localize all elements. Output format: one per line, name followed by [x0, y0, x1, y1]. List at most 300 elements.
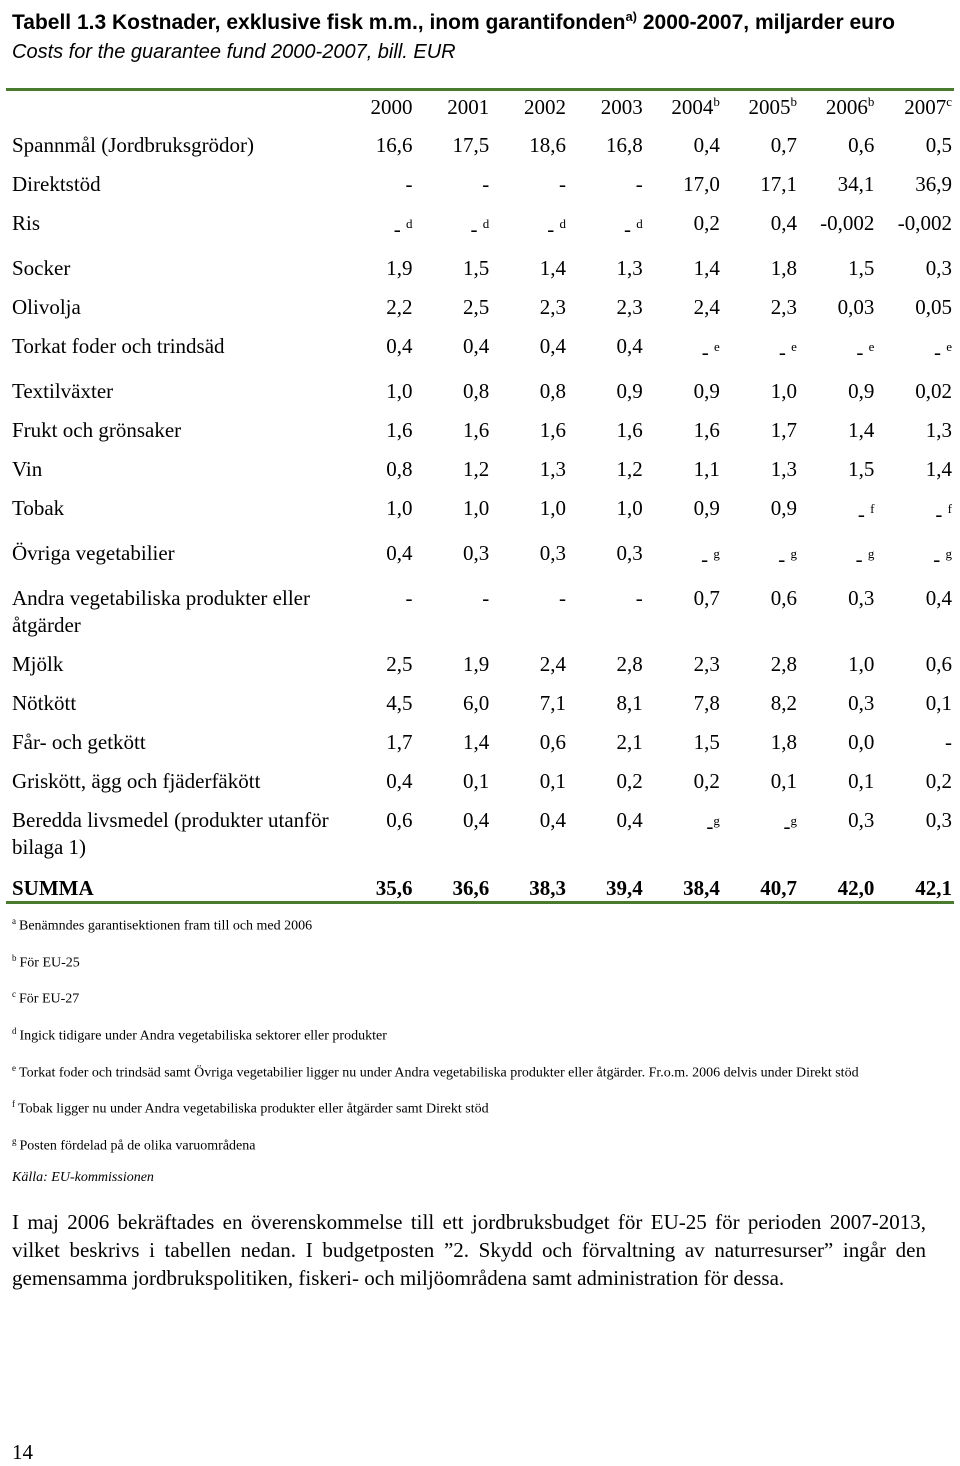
- value-cell: [720, 645, 797, 684]
- value-cell: [643, 489, 720, 534]
- value-cell: [643, 372, 720, 411]
- cell-value: 0,4: [616, 334, 643, 358]
- row-label: Ris: [12, 211, 41, 235]
- value-cell: [413, 762, 490, 801]
- cell-value: 1,6: [693, 418, 720, 442]
- value-cell: [566, 762, 643, 801]
- value-cell: [413, 645, 490, 684]
- cell-value: 0,8: [463, 379, 490, 403]
- cell-value: 0,3: [848, 586, 875, 610]
- year-footnote-marker: c: [946, 94, 952, 109]
- value-cell: [566, 645, 643, 684]
- year-footnote-marker: b: [713, 94, 720, 109]
- cell-value: -: [933, 340, 947, 364]
- cell-value: 0,02: [915, 379, 952, 403]
- footnote: [12, 1022, 952, 1046]
- value-cell: [720, 489, 797, 534]
- cell-value: -: [470, 217, 483, 241]
- row-label: Griskött, ägg och fjäderfäkött: [12, 769, 261, 793]
- value-cell: [720, 723, 797, 762]
- cell-value: 7,1: [539, 691, 566, 715]
- value-cell: [413, 579, 490, 645]
- cell-footnote-marker: f: [870, 501, 875, 516]
- cell-value: 1,8: [770, 256, 797, 280]
- value-cell: [489, 411, 566, 450]
- cell-value: -: [482, 172, 490, 196]
- value-cell: [413, 372, 490, 411]
- value-cell: [643, 411, 720, 450]
- cell-value: -: [393, 217, 407, 241]
- value-cell: [797, 165, 874, 204]
- value-cell: [720, 372, 797, 411]
- cell-value: 0,3: [848, 691, 875, 715]
- cell-value: -: [405, 172, 413, 196]
- value-cell: [566, 288, 643, 327]
- value-cell: [566, 327, 643, 372]
- year-label: 2004: [671, 95, 714, 119]
- cell-value: -: [778, 340, 792, 364]
- footnote-text: Torkat foder och trindsäd samt Övriga vegetabilier ligger nu under Andra vegetabiliska produkter eller åtgärder. Fr.o.m. 2006 delvis under Direkt stöd: [19, 1065, 859, 1081]
- cell-value: -: [635, 172, 643, 196]
- cell-value: 1,0: [616, 496, 643, 520]
- cell-value: 1,4: [925, 457, 952, 481]
- value-cell: [489, 204, 566, 249]
- cell-value: 1,9: [463, 652, 490, 676]
- value-cell: [874, 249, 952, 288]
- cell-value: 0,1: [770, 769, 797, 793]
- cell-value: 6,0: [463, 691, 490, 715]
- value-cell: [643, 327, 720, 372]
- value-cell: [489, 762, 566, 801]
- value-cell: [874, 126, 952, 165]
- row-label: Övriga vegetabilier: [12, 541, 175, 565]
- value-cell: [643, 723, 720, 762]
- value-cell: [566, 126, 643, 165]
- cell-value: 17,0: [683, 172, 720, 196]
- cell-value: 1,0: [770, 379, 797, 403]
- cell-value: 1,3: [925, 418, 952, 442]
- value-cell: [413, 249, 490, 288]
- cell-footnote-marker: e: [714, 339, 720, 354]
- value-cell: [720, 579, 797, 645]
- value-cell: [566, 579, 643, 645]
- cell-value: 1,2: [616, 457, 643, 481]
- table-header-row: [6, 88, 952, 126]
- cell-value: 0,9: [848, 379, 875, 403]
- value-cell: [413, 489, 490, 534]
- cell-value: 0,3: [848, 808, 875, 832]
- table-row: [6, 579, 952, 645]
- value-cell: [797, 288, 874, 327]
- value-cell: [489, 645, 566, 684]
- cell-value: 0,2: [693, 769, 720, 793]
- value-cell: [413, 411, 490, 450]
- cell-value: 1,5: [848, 457, 875, 481]
- cell-footnote-marker: e: [868, 339, 875, 354]
- row-label: Mjölk: [12, 652, 64, 676]
- value-cell: [566, 723, 643, 762]
- year-header: [720, 88, 797, 126]
- value-cell: [336, 645, 413, 684]
- value-cell: [413, 327, 490, 372]
- value-cell: [874, 762, 952, 801]
- cell-value: 0,9: [770, 496, 797, 520]
- value-cell: [720, 762, 797, 801]
- row-label: Nötkött: [12, 691, 77, 715]
- cell-value: 1,7: [386, 730, 413, 754]
- year-header: [413, 88, 490, 126]
- footnote-marker: f: [12, 1099, 15, 1110]
- table-title-english: Costs for the guarantee fund 2000-2007, bill. EUR: [12, 41, 456, 63]
- cell-value: 1,3: [539, 457, 566, 481]
- value-cell: [489, 579, 566, 645]
- table-row: [6, 684, 952, 723]
- cell-value: 4,5: [386, 691, 413, 715]
- cell-footnote-marker: g: [867, 546, 875, 561]
- title-footnote-marker: a): [625, 9, 638, 24]
- value-cell: [797, 762, 874, 801]
- table-row: [6, 534, 952, 579]
- cell-value: 1,8: [770, 730, 797, 754]
- value-cell: [566, 450, 643, 489]
- cell-value: 2,8: [616, 652, 643, 676]
- value-cell: [874, 411, 952, 450]
- value-cell: [643, 288, 720, 327]
- value-cell: [643, 801, 720, 867]
- value-cell: [413, 126, 490, 165]
- cell-footnote-marker: d: [559, 216, 566, 231]
- footnote-text: Benämndes garantisektionen fram till och med 2006: [19, 918, 313, 934]
- cell-value: -: [945, 730, 952, 754]
- year-header: [336, 88, 413, 126]
- table-row: [6, 801, 952, 867]
- value-cell: [643, 450, 720, 489]
- footnote-text: Posten fördelad på de olika varuområdena: [19, 1138, 256, 1154]
- cell-value: 0,05: [915, 295, 952, 319]
- value-cell: [489, 165, 566, 204]
- cell-value: 0,4: [463, 808, 490, 832]
- row-label: Socker: [12, 256, 71, 280]
- row-label: Får- och getkött: [12, 730, 146, 754]
- value-cell: [643, 579, 720, 645]
- cell-value: 0,0: [848, 730, 875, 754]
- table-row: [6, 204, 952, 249]
- cell-value: 2,5: [386, 652, 413, 676]
- footnote: [12, 949, 952, 973]
- row-label: Frukt och grönsaker: [12, 418, 182, 442]
- value-cell: [336, 165, 413, 204]
- value-cell: [874, 801, 952, 867]
- cell-value: 1,4: [539, 256, 566, 280]
- table-row: [6, 411, 952, 450]
- year-header: [874, 88, 952, 126]
- value-cell: [566, 801, 643, 867]
- row-label: Vin: [12, 457, 43, 481]
- footnote: [12, 1095, 952, 1119]
- total-value: 42,1: [915, 876, 952, 900]
- year-label: 2003: [600, 94, 643, 119]
- cell-value: 1,2: [463, 457, 490, 481]
- cell-value: 0,4: [386, 769, 413, 793]
- value-cell: [797, 801, 874, 867]
- value-cell: [874, 372, 952, 411]
- cell-value: 7,8: [693, 691, 720, 715]
- value-cell: [336, 288, 413, 327]
- value-cell: [797, 126, 874, 165]
- cell-value: 0,7: [770, 133, 797, 157]
- cell-value: -: [558, 172, 566, 196]
- table-row: [6, 165, 952, 204]
- cell-value: -: [405, 586, 413, 610]
- footnote-marker: b: [12, 952, 17, 963]
- cell-value: 2,3: [539, 295, 566, 319]
- value-cell: [336, 249, 413, 288]
- footnote: [12, 1059, 952, 1083]
- year-footnote-marker: b: [867, 94, 875, 109]
- value-cell: [413, 801, 490, 867]
- value-cell: [797, 249, 874, 288]
- cell-value: 0,2: [693, 211, 720, 235]
- cell-footnote-marker: g: [945, 546, 952, 561]
- cell-value: -: [857, 502, 871, 526]
- cell-footnote-marker: e: [946, 339, 952, 354]
- cell-value: 0,2: [925, 769, 952, 793]
- value-cell: [720, 204, 797, 249]
- year-label: 2005: [748, 95, 791, 119]
- title-main-text: Tabell 1.3 Kostnader, exklusive fisk m.m., inom garantifonden: [12, 11, 626, 34]
- cell-value: -: [623, 217, 637, 241]
- value-cell: [720, 534, 797, 579]
- cell-value: 2,1: [616, 730, 643, 754]
- cell-value: 1,4: [693, 256, 720, 280]
- value-cell: [720, 801, 797, 867]
- cell-value: 16,8: [605, 133, 643, 157]
- cell-value: 8,1: [616, 691, 643, 715]
- value-cell: [336, 204, 413, 249]
- cell-value: -: [856, 340, 869, 364]
- cell-value: 0,03: [837, 295, 875, 319]
- year-header: [489, 88, 566, 126]
- value-cell: [566, 684, 643, 723]
- value-cell: [566, 534, 643, 579]
- cell-value: 0,4: [386, 541, 413, 565]
- cell-value: 2,2: [386, 295, 413, 319]
- table-caption: [12, 2, 952, 66]
- cell-value: 0,4: [386, 334, 413, 358]
- cell-value: 8,2: [770, 691, 797, 715]
- year-label: 2007: [904, 95, 947, 119]
- row-label: Andra vegetabiliska produkter eller åtgärder: [12, 586, 310, 637]
- value-cell: [566, 204, 643, 249]
- cell-value: 0,8: [539, 379, 566, 403]
- cell-footnote-marker: e: [791, 339, 797, 354]
- cell-value: 0,1: [539, 769, 566, 793]
- value-cell: [566, 165, 643, 204]
- footnote: [12, 912, 952, 936]
- cell-value: -0,002: [820, 211, 875, 235]
- value-cell: [720, 327, 797, 372]
- table-row: [6, 288, 952, 327]
- row-label: Torkat foder och trindsäd: [12, 334, 225, 358]
- cell-value: -: [933, 547, 946, 571]
- cell-value: 0,6: [386, 808, 413, 832]
- cell-value: 0,4: [925, 586, 952, 610]
- value-cell: [489, 489, 566, 534]
- total-value: 35,6: [375, 876, 413, 900]
- cell-value: -: [701, 547, 714, 571]
- cell-value: -: [935, 502, 948, 526]
- cell-value: 2,3: [693, 652, 720, 676]
- cell-value: 1,3: [616, 256, 643, 280]
- total-label: SUMMA: [12, 876, 94, 900]
- row-label: Textilväxter: [12, 379, 114, 403]
- cell-value: -: [778, 547, 791, 571]
- cell-value: 1,3: [770, 457, 797, 481]
- footnote-text: Ingick tidigare under Andra vegetabiliska sektorer eller produkter: [19, 1028, 387, 1044]
- cell-value: 1,0: [386, 379, 413, 403]
- value-cell: [797, 204, 874, 249]
- value-cell: [797, 534, 874, 579]
- cell-footnote-marker: g: [713, 546, 720, 561]
- cell-value: 0,4: [770, 211, 797, 235]
- cell-value: 0,5: [925, 133, 952, 157]
- value-cell: [489, 126, 566, 165]
- value-cell: [720, 249, 797, 288]
- title-tail-text: 2000-2007, miljarder euro: [637, 11, 895, 34]
- value-cell: [720, 165, 797, 204]
- value-cell: [336, 372, 413, 411]
- footnote-marker: c: [12, 989, 16, 1000]
- value-cell: [336, 762, 413, 801]
- cell-value: 0,9: [693, 496, 720, 520]
- cell-value: 2,4: [693, 295, 720, 319]
- cell-value: 1,4: [848, 418, 875, 442]
- cell-value: -: [558, 586, 566, 610]
- value-cell: [336, 534, 413, 579]
- value-cell: [797, 723, 874, 762]
- body-paragraph: I maj 2006 bekräftades en överenskommelse till ett jordbruksbudget för EU-25 för perioden 2007-2013, vilket beskrivs i tabellen nedan. I budgetposten ”2. Skydd och förvaltning av naturresurser” ingår den gemensamma jordbrukspolitiken, fiskeri- och miljöområdena samt administration för dessa.: [12, 1210, 926, 1290]
- value-cell: [489, 723, 566, 762]
- header-label-cell: [6, 88, 336, 126]
- row-label: Spannmål (Jordbruksgrödor): [12, 133, 255, 157]
- value-cell: [643, 684, 720, 723]
- footnotes: [12, 912, 952, 1200]
- value-cell: [643, 165, 720, 204]
- value-cell: [336, 723, 413, 762]
- cell-value: 1,6: [386, 418, 413, 442]
- row-label: Beredda livsmedel (produkter utanför bilaga 1): [12, 808, 329, 859]
- value-cell: [797, 684, 874, 723]
- value-cell: [643, 126, 720, 165]
- cell-value: -: [701, 340, 715, 364]
- cell-footnote-marker: f: [947, 501, 952, 516]
- cell-value: 1,5: [693, 730, 720, 754]
- table-row: [6, 762, 952, 801]
- total-value: 42,0: [837, 876, 875, 900]
- value-cell: [566, 489, 643, 534]
- cell-value: -: [547, 217, 560, 241]
- cell-value: 1,1: [693, 457, 720, 481]
- cell-value: -: [635, 586, 643, 610]
- cell-value: 1,7: [770, 418, 797, 442]
- cell-value: 0,4: [539, 808, 566, 832]
- value-cell: [489, 684, 566, 723]
- cell-value: 1,5: [463, 256, 490, 280]
- cell-value: 0,8: [386, 457, 413, 481]
- table-row: [6, 723, 952, 762]
- value-cell: [874, 204, 952, 249]
- value-cell: [720, 684, 797, 723]
- footnote-marker: a: [12, 916, 16, 926]
- footnote-marker: g: [12, 1135, 17, 1146]
- cell-value: 0,6: [925, 652, 952, 676]
- value-cell: [797, 327, 874, 372]
- value-cell: [413, 288, 490, 327]
- cell-footnote-marker: g: [790, 546, 797, 561]
- value-cell: [566, 411, 643, 450]
- table-body: [6, 126, 952, 910]
- year-label: 2006: [825, 95, 868, 119]
- year-header: [566, 88, 643, 126]
- cell-value: -: [482, 586, 490, 610]
- cell-value: 1,9: [386, 256, 413, 280]
- row-label: Direktstöd: [12, 172, 101, 196]
- cell-value: 1,0: [463, 496, 490, 520]
- value-cell: [720, 288, 797, 327]
- value-cell: [489, 249, 566, 288]
- value-cell: [489, 801, 566, 867]
- cell-value: 1,6: [539, 418, 566, 442]
- value-cell: [336, 801, 413, 867]
- value-cell: [336, 411, 413, 450]
- cell-value: 1,0: [386, 496, 413, 520]
- table-row: [6, 372, 952, 411]
- cell-value: 0,9: [693, 379, 720, 403]
- value-cell: [413, 534, 490, 579]
- table-row: [6, 327, 952, 372]
- cell-value: 0,3: [539, 541, 566, 565]
- table-row: [6, 249, 952, 288]
- value-cell: [336, 489, 413, 534]
- footnote-text: För EU-27: [19, 991, 80, 1007]
- page-number: 14: [12, 1440, 33, 1464]
- row-label: Tobak: [12, 496, 65, 520]
- value-cell: [720, 450, 797, 489]
- value-cell: [643, 645, 720, 684]
- table-row: [6, 450, 952, 489]
- value-cell: [874, 579, 952, 645]
- table-row: [6, 645, 952, 684]
- value-cell: [489, 327, 566, 372]
- footnote-text: För EU-25: [19, 955, 80, 971]
- cell-value: -0,002: [897, 211, 952, 235]
- value-cell: [797, 450, 874, 489]
- cell-value: 0,1: [925, 691, 952, 715]
- cell-footnote-marker: d: [636, 216, 643, 231]
- value-cell: [874, 723, 952, 762]
- footnote-text: Tobak ligger nu under Andra vegetabiliska produkter eller åtgärder samt Direkt stöd: [18, 1101, 489, 1117]
- value-cell: [874, 327, 952, 372]
- cell-value: 0,4: [539, 334, 566, 358]
- value-cell: [797, 372, 874, 411]
- value-cell: [336, 579, 413, 645]
- value-cell: [336, 327, 413, 372]
- value-cell: [336, 684, 413, 723]
- cell-value: 2,4: [539, 652, 566, 676]
- value-cell: [874, 489, 952, 534]
- cell-value: 34,1: [837, 172, 875, 196]
- row-label: Olivolja: [12, 295, 81, 319]
